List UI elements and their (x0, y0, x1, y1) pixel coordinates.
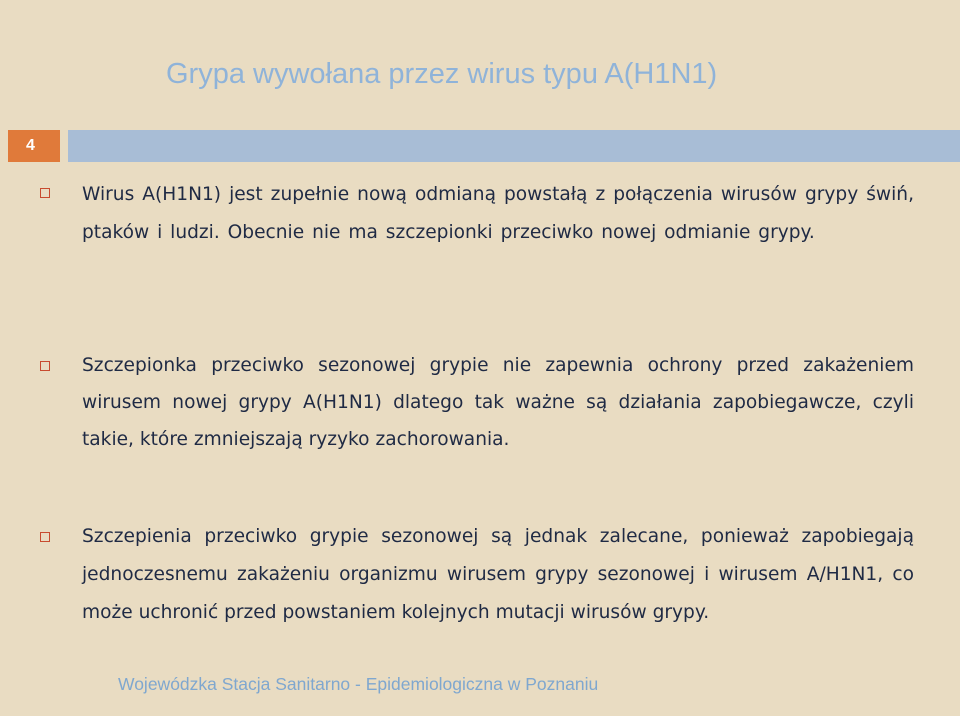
paragraph-1: Wirus A(H1N1) jest zupełnie nową odmianą powstałą z połączenia wirusów grypy świń, ptaków i ludzi. Obecnie nie ma szczepionki przeciwko nowej odmianie grypy. (82, 184, 914, 243)
slide-number: 4 (8, 130, 60, 162)
square-bullet-icon (40, 532, 50, 542)
footer-text: Wojewódzka Stacja Sanitarno - Epidemiologiczna w Poznaniu (118, 674, 599, 694)
paragraph-2: Szczepionka przeciwko sezonowej grypie nie zapewnia ochrony przed zakażeniem wirusem nowej grypy A(H1N1) dlatego tak ważne są działania zapobiegawcze, czyli takie, które zmniejszają ryzyko zachorowania. (82, 355, 914, 450)
header-band (68, 130, 960, 162)
slide-title: Grypa wywołana przez wirus typu A(H1N1) (166, 58, 718, 90)
square-bullet-icon (40, 361, 50, 371)
paragraph-3: Szczepienia przeciwko grypie sezonowej są jednak zalecane, ponieważ zapobiegają jednoczesnemu zakażeniu organizmu wirusem grypy sezonowej i wirusem A/H1N1, co może uchronić przed powstaniem kolejnych mutacji wirusów grypy. (82, 526, 914, 623)
square-bullet-icon (40, 188, 50, 198)
